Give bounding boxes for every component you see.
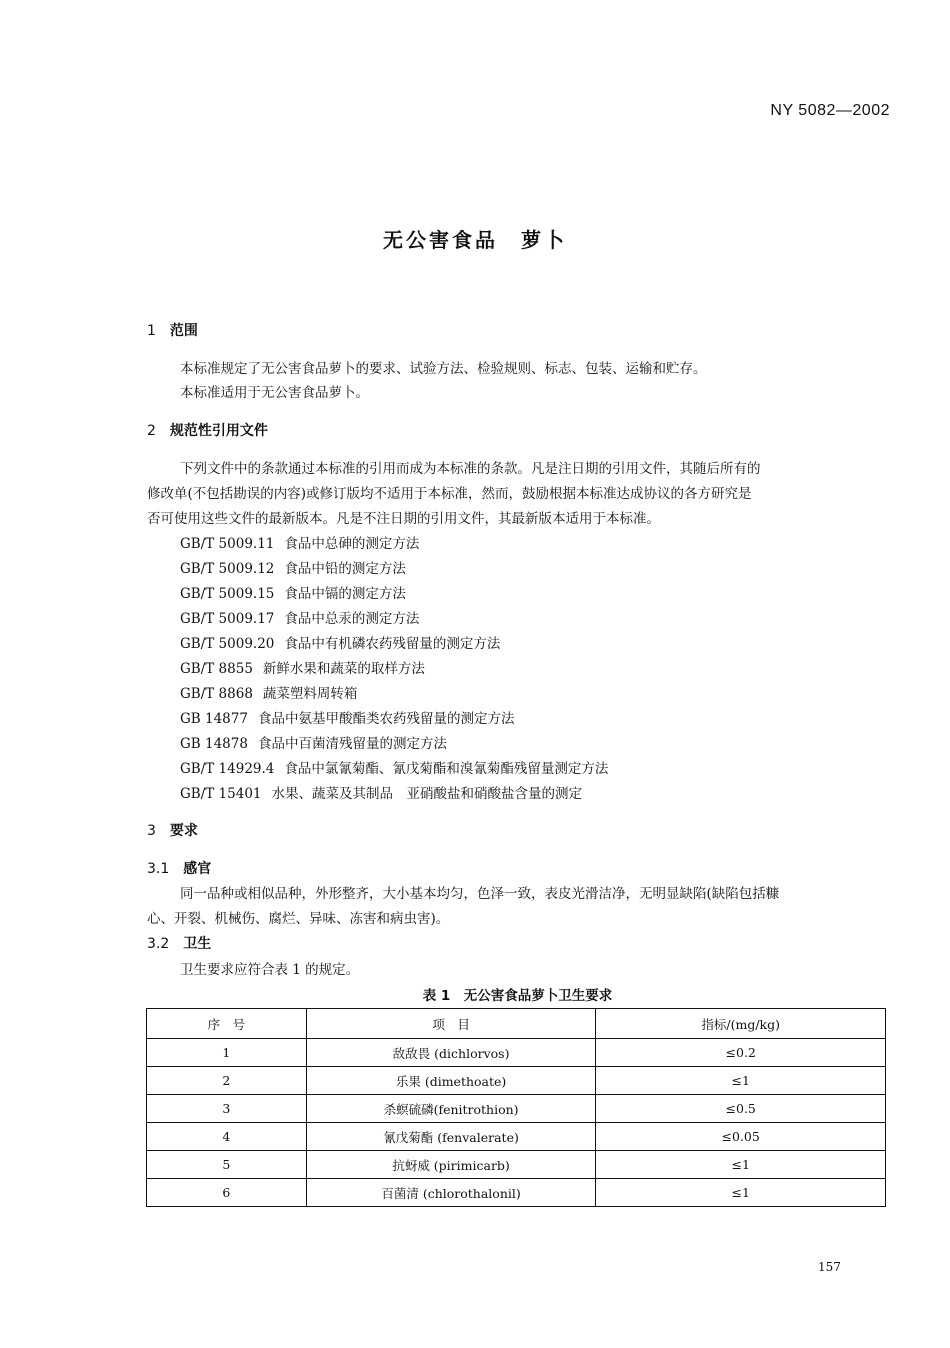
reference-title: 食品中百菌清残留量的测定方法	[257, 736, 447, 752]
paragraph-line: 下列文件中的条款通过本标准的引用而成为本标准的条款。凡是注日期的引用文件，其随后所有的	[180, 461, 761, 477]
table-row	[147, 1067, 886, 1095]
section-number: 1	[147, 323, 156, 339]
section-title: 要求	[169, 823, 198, 839]
reference-title: 食品中总砷的测定方法	[284, 536, 420, 552]
reference-item	[180, 557, 406, 577]
section-3-2-heading	[147, 933, 211, 953]
cell-limit: ≤0.2	[596, 1039, 886, 1067]
reference-title: 食品中氯氰菊酯、氰戊菊酯和溴氰菊酯残留量测定方法	[284, 761, 609, 777]
reference-item	[180, 782, 582, 802]
reference-code: GB/T 5009.15	[180, 586, 275, 602]
column-header-limit: 指标/(mg/kg)	[596, 1009, 886, 1039]
cell-seq: 1	[147, 1039, 307, 1067]
reference-item	[180, 707, 514, 727]
section-title: 范围	[169, 323, 198, 339]
reference-item	[180, 682, 357, 702]
cell-limit: ≤1	[596, 1179, 886, 1207]
reference-title: 食品中镉的测定方法	[284, 586, 406, 602]
cell-limit: ≤0.05	[596, 1123, 886, 1151]
cell-limit: ≤1	[596, 1151, 886, 1179]
cell-seq: 5	[147, 1151, 307, 1179]
paragraph-line: 同一品种或相似品种，外形整齐，大小基本均匀，色泽一致，表皮光滑洁净，无明显缺陷(缺陷包括糠	[180, 886, 780, 902]
cell-seq: 2	[147, 1067, 307, 1095]
reference-code: GB/T 8855	[180, 661, 253, 677]
reference-title: 食品中铅的测定方法	[284, 561, 406, 577]
section-title: 卫生	[183, 936, 212, 952]
section-number: 2	[147, 423, 156, 439]
section-number: 3.1	[147, 861, 170, 877]
reference-item	[180, 582, 406, 602]
cell-item: 杀螟硫磷(fenitrothion)	[306, 1095, 596, 1123]
document-title: 无公害食品 萝卜	[383, 228, 567, 252]
reference-title: 水果、蔬菜及其制品 亚硝酸盐和硝酸盐含量的测定	[271, 786, 582, 802]
table-row	[147, 1123, 886, 1151]
reference-code: GB/T 5009.20	[180, 636, 275, 652]
paragraph-line: 心、开裂、机械伤、腐烂、异味、冻害和病虫害)。	[147, 911, 450, 927]
table-row	[147, 1095, 886, 1123]
page-number: 157	[818, 1260, 841, 1274]
section-3-1-heading	[147, 858, 211, 878]
reference-item	[180, 657, 425, 677]
reference-code: GB/T 14929.4	[180, 761, 275, 777]
reference-title: 新鲜水果和蔬菜的取样方法	[262, 661, 425, 677]
paragraph: 本标准适用于无公害食品萝卜。	[180, 385, 369, 401]
section-number: 3	[147, 823, 156, 839]
reference-code: GB 14878	[180, 736, 248, 752]
reference-code: GB/T 5009.11	[180, 536, 275, 552]
section-number: 3.2	[147, 936, 170, 952]
paragraph: 本标准规定了无公害食品萝卜的要求、试验方法、检验规则、标志、包装、运输和贮存。	[180, 361, 707, 377]
document-code: NY 5082—2002	[770, 102, 890, 119]
section-2-heading	[147, 420, 268, 440]
section-title: 规范性引用文件	[169, 423, 268, 439]
cell-item: 百菌清 (chlorothalonil)	[306, 1179, 596, 1207]
reference-title: 食品中氨基甲酸酯类农药残留量的测定方法	[257, 711, 515, 727]
paragraph: 卫生要求应符合表 1 的规定。	[180, 962, 360, 978]
reference-code: GB 14877	[180, 711, 248, 727]
table-row	[147, 1179, 886, 1207]
paragraph-line: 修改单(不包括勘误的内容)或修订版均不适用于本标准，然而，鼓励根据本标准达成协议的各方研究是	[147, 486, 752, 502]
section-3-heading	[147, 820, 198, 840]
cell-item: 氰戊菊酯 (fenvalerate)	[306, 1123, 596, 1151]
table-row	[147, 1039, 886, 1067]
reference-code: GB/T 5009.17	[180, 611, 275, 627]
reference-code: GB/T 15401	[180, 786, 262, 802]
table-row	[147, 1151, 886, 1179]
reference-code: GB/T 8868	[180, 686, 253, 702]
section-1-heading	[147, 320, 198, 340]
column-header-seq: 序 号	[147, 1009, 307, 1039]
cell-limit: ≤0.5	[596, 1095, 886, 1123]
table-header-row	[147, 1009, 886, 1039]
reference-title: 食品中有机磷农药残留量的测定方法	[284, 636, 501, 652]
paragraph-line: 否可使用这些文件的最新版本。凡是不注日期的引用文件，其最新版本适用于本标准。	[147, 511, 660, 527]
cell-limit: ≤1	[596, 1067, 886, 1095]
reference-code: GB/T 5009.12	[180, 561, 275, 577]
reference-item	[180, 757, 608, 777]
section-title: 感官	[183, 861, 212, 877]
reference-item	[180, 632, 500, 652]
cell-seq: 6	[147, 1179, 307, 1207]
cell-item: 敌敌畏 (dichlorvos)	[306, 1039, 596, 1067]
column-header-item: 项 目	[306, 1009, 596, 1039]
reference-title: 食品中总汞的测定方法	[284, 611, 420, 627]
reference-item	[180, 607, 419, 627]
cell-seq: 3	[147, 1095, 307, 1123]
cell-item: 抗蚜威 (pirimicarb)	[306, 1151, 596, 1179]
reference-title: 蔬菜塑料周转箱	[262, 686, 358, 702]
cell-item: 乐果 (dimethoate)	[306, 1067, 596, 1095]
reference-item	[180, 532, 419, 552]
cell-seq: 4	[147, 1123, 307, 1151]
hygiene-requirements-table	[146, 1008, 886, 1207]
table-caption: 表 1 无公害食品萝卜卫生要求	[422, 988, 613, 1004]
reference-item	[180, 732, 447, 752]
